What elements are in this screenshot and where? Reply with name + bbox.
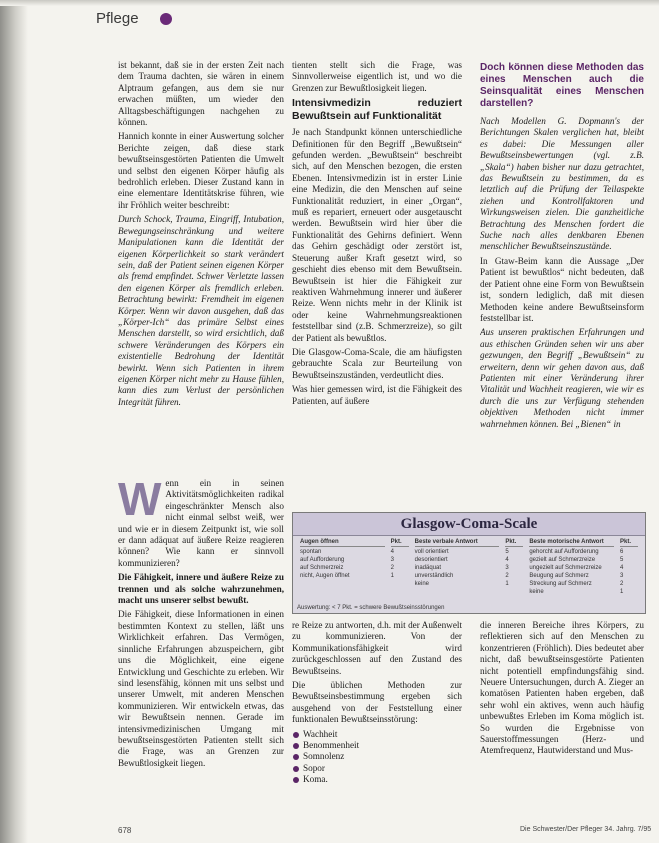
table-column-header: Beste verbale Antwort xyxy=(415,538,500,547)
table-cell: keine xyxy=(529,589,544,595)
section-header: Pflege xyxy=(96,10,139,27)
table-cell: gehorcht auf Aufforderung xyxy=(529,549,599,555)
top-shadow xyxy=(0,0,659,6)
list-item: Koma. xyxy=(292,774,462,785)
table-column-header: Augen öffnen xyxy=(300,538,385,547)
dropcap-paragraph-text: enn ein in seinen Aktivitätsmöglichkeiten radikal eingeschränkter Mensch also nicht einmal selbst weiß, wer und wie er in diesem Zeitpunkt ist, wie soll er dann adäquat auf äußere Reize reagieren können? Wie kann er sinnvoll kommunizieren? xyxy=(118,478,284,568)
table-cell: 1 xyxy=(620,589,624,595)
table-cell: Streckung auf Schmerz xyxy=(529,581,592,587)
paragraph: re Reize zu antworten, d.h. mit der Außenwelt zu kommunizieren. Von der Kommunikationsfähigkeit wird zurückgeschlossen auf den Zustand des Bewußtseins. xyxy=(292,620,462,676)
paragraph: Aus unseren praktischen Erfahrungen und aus ethischen Gründen sehen wir uns aber gezwungen, den Begriff „Bewußtsein“ zu erweitern, denn wir gehen davon aus, daß Patienten mit einer Veränderung ihrer Vitalität und Wachheit reagieren, wie wir es durch die uns zur Verfügung stehenden objektiven Methoden nicht immer wahrnehmen können. Bei „Bienen“ in xyxy=(480,327,644,429)
table-cell: 1 xyxy=(390,573,395,579)
table-cell: 5 xyxy=(505,549,509,555)
column-3 xyxy=(480,60,644,505)
column-3-lower xyxy=(480,620,644,810)
paragraph: Die üblichen Methoden zur Bewußtseinsbestimmung ergeben sich ausgehend von der Feststellung einer funktionalen Bewußtseinsstörung: xyxy=(292,680,462,725)
table-cell: auf Aufforderung xyxy=(300,557,345,563)
table-cell: 2 xyxy=(390,565,395,571)
list-item: Somnolenz xyxy=(292,751,462,762)
quote-paragraph: Durch Schock, Trauma, Eingriff, Intubation, Bewegungseinschränkung und weitere Manipulationen kann die Identität der eigenen Körperlichkeit so stark verändert sein, daß der Patient seinen eigenen Körper als fremd empfindet. Schwer Verletzte lassen den eigenen Körper als fremdlich erleben. Betrachtung bewirkt: Fremdheit im eigenen Körper. Wenn wir davon ausgehen, daß das „Körper-Ich“ das primäre Selbst eines Menschen darstellt, so wird ersichtlich, daß schwere Veränderungen des Körpers ein existentielle Bedrohung der Identität bewirkt. Wenn sich Patienten in ihrem eigenen Körper nicht mehr zu Hause fühlen, kann dies zum Verlust der persönlichen Integrität führen. xyxy=(118,214,284,407)
table-cell: auf Schmerzreiz xyxy=(300,565,344,571)
table-cell: gezielt auf Schmerzreize xyxy=(529,557,596,563)
paragraph: ist bekannt, daß sie in der ersten Zeit nach dem Trauma dachten, sie wären in einem Alptraum gefangen, aus dem sie nur erwachen müßten, um wieder den Alltagsbeschäftigungen nachgehen zu können. xyxy=(118,60,284,128)
list-item: Benommenheit xyxy=(292,740,462,751)
table-cell: 6 xyxy=(620,549,624,555)
bullet-list xyxy=(292,729,462,786)
table-cell: ungezielt auf Schmerzreize xyxy=(529,565,602,571)
glasgow-coma-scale-table xyxy=(292,512,646,614)
table-column xyxy=(526,538,617,596)
table-cell: 3 xyxy=(390,557,395,563)
table-column-header: Pkt. xyxy=(620,538,638,547)
table-cell: inadäquat xyxy=(414,565,442,571)
table-cell: 4 xyxy=(620,565,624,571)
table-column xyxy=(388,538,412,596)
table-column-header: Pkt. xyxy=(505,538,523,547)
table-column-header: Beste motorische Antwort xyxy=(529,538,614,547)
paragraph: tienten stellt sich die Frage, was Sinnvollerweise eigentlich ist, und wo die Grenzen zur Bewußtlosigkeit liegen. xyxy=(292,60,462,93)
table-column-header: Pkt. xyxy=(391,538,409,547)
table-cell: nicht, Augen öffnet xyxy=(300,573,350,579)
table-cell: 3 xyxy=(505,565,509,571)
table-cell: 1 xyxy=(505,581,509,587)
page-number: 678 xyxy=(118,826,132,835)
paragraph: Nach Modellen G. Dopmann's der Berichtungen Skalen verglichen hat, bleibt es dabei: Die Messungen aller Bewußtseinsbewertungen (vgl. z.B. „Skala“) haben bisher nur dazu getrachtet, das Bewußtsein zu bestimmen, da es letztlich auf die Prüfung der Teilaspekte ziehen und Kontrollfaktoren und Wirkungsweisen zielen. Die ganzheitliche Betrachtung des Menschen fordert die Suche nach alles denkbaren Ebenen menschlicher Bewußtseinszustände. xyxy=(480,116,644,252)
table-cell: 4 xyxy=(390,549,395,555)
paragraph: Was hier gemessen wird, ist die Fähigkeit des Patienten, auf äußere xyxy=(292,384,462,406)
paragraph: Hannich konnte in einer Auswertung solcher Berichte zeigen, daß diese stark bewußtseinsgestörten Patienten die Umwelt und selbst den eigenen Körper häufig als bedrohlich erleben. Dieser Zustand kann in eine elementare Identitätskrise führen, wie ihr Fröhlich weiter beschreibt: xyxy=(118,131,284,210)
table-column xyxy=(617,538,641,596)
list-item: Wachheit xyxy=(292,729,462,740)
table-columns xyxy=(293,536,645,598)
paragraph: Die Glasgow-Coma-Scale, die am häufigsten gebrauchte Scala zur Beurteilung von Bewußtseinszuständen, verdeutlicht dies. xyxy=(292,346,462,380)
table-column xyxy=(412,538,503,596)
table-cell: desorientiert xyxy=(414,557,448,563)
table-cell: Beugung auf Schmerz xyxy=(529,573,589,579)
binding-shadow xyxy=(0,0,28,843)
table-cell: spontan xyxy=(300,549,322,555)
column-2-lower xyxy=(292,620,462,810)
table-column xyxy=(297,538,388,596)
bold-paragraph: Die Fähigkeit, innere und äußere Reize zu trennen und als solche wahrzunehmen, macht uns unserer selbst bewußt. xyxy=(118,572,284,606)
section-dot-icon xyxy=(160,13,172,25)
dropcap: W xyxy=(118,478,162,525)
table-title: Glasgow-Coma-Scale xyxy=(293,513,645,536)
table-cell: keine xyxy=(414,581,430,587)
table-cell: 2 xyxy=(505,573,509,579)
table-footnote: Auswertung: < 7 Pkt. = schwere Bewußtseinsstörungen xyxy=(297,605,445,611)
table-cell: 3 xyxy=(620,573,624,579)
pull-heading: Doch können diese Methoden das eines Menschen auch die Seinsqualität eines Menschen darstellen? xyxy=(480,62,644,109)
table-cell: 2 xyxy=(620,581,624,587)
table-cell: 4 xyxy=(505,557,509,563)
list-item: Sopor xyxy=(292,763,462,774)
table-cell: 5 xyxy=(620,557,624,563)
paragraph: Je nach Standpunkt können unterschiedliche Definitionen für den Begriff „Bewußtsein“ gefunden werden. „Bewußtsein“ beschreibt sich, auf den Menschen bezogen, die ersten Ebenen. Intensivmedizin ist in erster Linie eine Medizin, die den Menschen auf seine Funktionalität reduziert, in einer „Organ“, muß es repariert, erneuert oder ausgetauscht werden. Bewußtsein wird hier über die Funktionalität des Gehirns definiert. Wenn das Gehirn geschädigt oder zerstört ist, Steuerung außer Kraft gesetzt wird, so geschieht dies ebenso mit dem Bewußtsein. Bewußtsein ist hier die Fähigkeit zur reaktiven Wahrnehmung innerer und äußerer Reize. Wenn nichts mehr in der Klinik ist oder keine Wahrnehmungsreaktionen feststellbar sind (z.B. Schmerzreize), so gilt der Patient als bewußtlos. xyxy=(292,127,462,343)
column-1 xyxy=(118,60,284,475)
column-1-lower xyxy=(118,478,284,818)
paragraph: Die Fähigkeit, diese Informationen in einen bestimmten Kontext zu stellen, läßt uns Wirklichkeit erfahren. Das Vermögen, sinnliche Erfahrungen abzuspeichern, gibt uns die Möglichkeit, eine eigene Entwicklung und Geschichte zu erleben. Wir sind lesensfähig, können mit uns selbst und unserer Umwelt, mit anderen Menschen kommunizieren. Wir entwickeln etwas, das wir Bewußtsein nennen. Gerade im intensivmedizinischen Umgang mit bewußtseinsgestörten Patienten stellt sich die Frage, was an Grenzen zur Bewußtlosigkeit liegen. xyxy=(118,609,284,768)
subheading: Intensivmedizin reduziert Bewußtsein auf Funktionalität xyxy=(292,97,462,123)
paragraph xyxy=(118,478,284,569)
journal-footer: Die Schwester/Der Pfleger 34. Jahrg. 7/95 xyxy=(520,826,652,833)
table-cell: unverständlich xyxy=(414,573,454,579)
column-2 xyxy=(292,60,462,505)
table-cell: voll orientiert xyxy=(414,549,449,555)
paragraph: die inneren Bereiche ihres Körpers, zu reflektieren sich auf den Menschen zu konzentrieren (Fröhlich). Dies bedeutet aber nicht, daß bewußtseinsgestörte Patienten nicht potentiell empfindungsfähig sind. Neuere Untersuchungen, durch A. Zieger an komatösen Patienten haben ergeben, daß sehr wohl ein aktives, wenn auch häufig unbewußtes Erleben im Koma möglich ist. So wurden die Ergebnisse von Sauerstoffmessungen (Herz- und Atemfrequenz, Hautwiderstand und Mus- xyxy=(480,620,644,756)
paragraph: In Gtaw-Beim kann die Aussage „Der Patient ist bewußtlos“ nicht bedeuten, daß der Patient ohne eine Form von Bewußtsein ist, sondern lediglich, daß mit diesen Methoden keine andere Bewußtseinsform feststellbar ist. xyxy=(480,255,644,323)
table-column xyxy=(502,538,526,596)
